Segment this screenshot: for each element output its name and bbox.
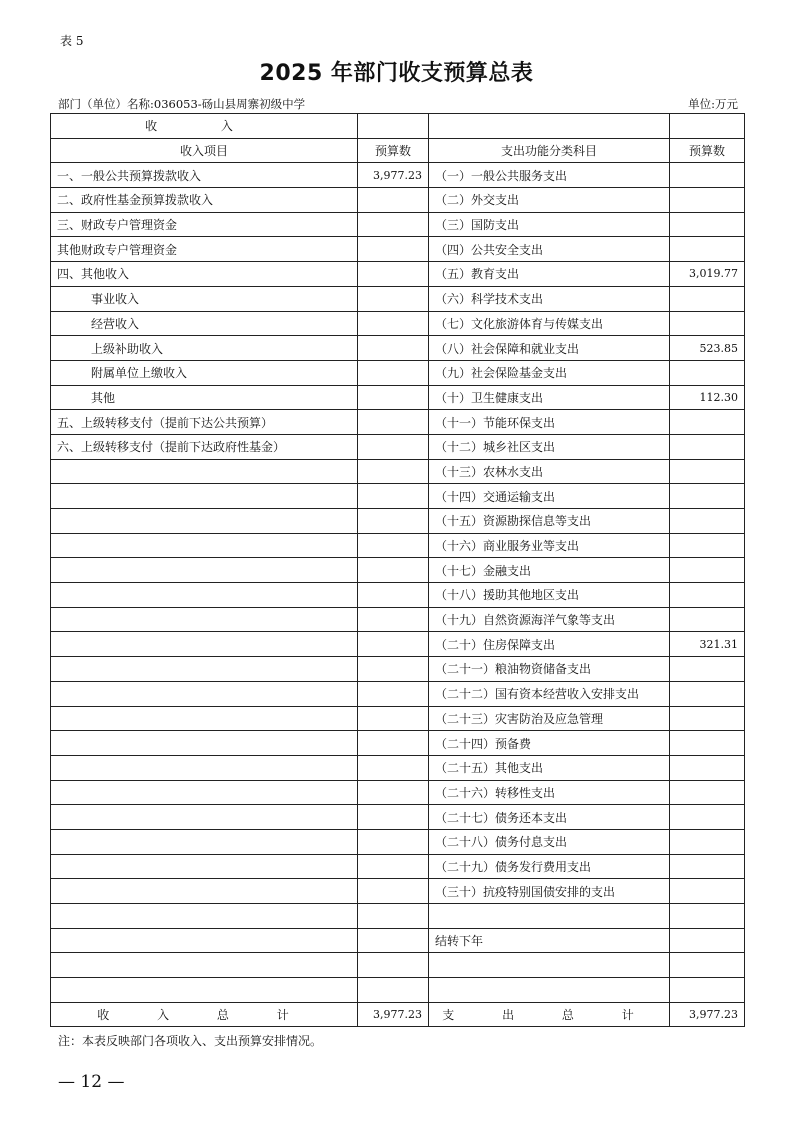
expense-item-cell: （二十一）粮油物资储备支出 [429, 657, 670, 682]
income-amount-cell [358, 533, 429, 558]
table-row [51, 311, 745, 336]
income-amount-cell [358, 978, 429, 1003]
expense-amount-cell [670, 755, 745, 780]
income-amount-cell [358, 509, 429, 534]
table-row [51, 978, 745, 1003]
income-item-cell [51, 681, 358, 706]
table-row [51, 558, 745, 583]
expense-item-cell: （十四）交通运输支出 [429, 484, 670, 509]
expense-amount-cell [670, 607, 745, 632]
expense-amount-cell [670, 533, 745, 558]
income-amount-cell [358, 879, 429, 904]
expense-amount-cell [670, 163, 745, 188]
table-row [51, 434, 745, 459]
income-amount-cell [358, 805, 429, 830]
income-item-cell [51, 904, 358, 929]
income-item-cell [51, 928, 358, 953]
expense-amount-cell [670, 188, 745, 213]
income-item-cell [51, 558, 358, 583]
expense-item-cell: （三十）抗疫特别国债安排的支出 [429, 879, 670, 904]
income-item-cell [51, 632, 358, 657]
expense-item-cell: （十五）资源勘探信息等支出 [429, 509, 670, 534]
income-item-cell [51, 484, 358, 509]
table-row [51, 681, 745, 706]
page-title: 2025 年部门收支预算总表 [259, 61, 534, 86]
income-amount-cell [358, 854, 429, 879]
expense-item-cell: （十一）节能环保支出 [429, 410, 670, 435]
table-row [51, 360, 745, 385]
income-item-cell [51, 533, 358, 558]
income-item-cell [51, 509, 358, 534]
income-amount-cell [358, 928, 429, 953]
expense-item-cell [429, 978, 670, 1003]
table-row [51, 657, 745, 682]
expense-item-cell: （二十六）转移性支出 [429, 780, 670, 805]
unit-label: 单位:万元 [688, 97, 738, 111]
income-item-cell: 经营收入 [51, 311, 358, 336]
expense-item-cell: （二十五）其他支出 [429, 755, 670, 780]
income-group-header: 收 入 [51, 114, 358, 139]
expense-amount-cell [670, 904, 745, 929]
table-row [51, 829, 745, 854]
expense-item-cell: （十七）金融支出 [429, 558, 670, 583]
table-meta [58, 96, 738, 112]
expense-item-cell: （七）文化旅游体育与传媒支出 [429, 311, 670, 336]
expense-amount-cell [670, 706, 745, 731]
expense-item-cell: （二）外交支出 [429, 188, 670, 213]
income-amount-cell [358, 558, 429, 583]
header-row-group [51, 114, 745, 139]
table-row [51, 286, 745, 311]
income-item-cell: 五、上级转移支付（提前下达公共预算） [51, 410, 358, 435]
expense-amount-cell [670, 928, 745, 953]
expense-amount-cell [670, 459, 745, 484]
income-item-cell: 一、一般公共预算拨款收入 [51, 163, 358, 188]
expense-item-cell: （二十九）债务发行费用支出 [429, 854, 670, 879]
income-amount-cell [358, 706, 429, 731]
expense-amount-cell [670, 805, 745, 830]
table-row [51, 410, 745, 435]
income-total-value: 3,977.23 [358, 1002, 429, 1027]
footnote: 注：本表反映部门各项收入、支出预算安排情况。 [58, 1034, 323, 1048]
table-row [51, 607, 745, 632]
header-row [51, 138, 745, 163]
expense-amount-cell [670, 854, 745, 879]
income-item-cell: 三、财政专户管理资金 [51, 212, 358, 237]
income-amount-cell [358, 237, 429, 262]
expense-item-cell: （八）社会保障和就业支出 [429, 336, 670, 361]
expense-item-cell: （六）科学技术支出 [429, 286, 670, 311]
table-row [51, 904, 745, 929]
income-amount-cell [358, 286, 429, 311]
expense-amount-cell [670, 657, 745, 682]
table-row [51, 484, 745, 509]
income-item-cell [51, 978, 358, 1003]
income-item-cell: 四、其他收入 [51, 262, 358, 287]
expense-item-cell: （二十二）国有资本经营收入安排支出 [429, 681, 670, 706]
table-row [51, 336, 745, 361]
table-row [51, 879, 745, 904]
table-row [51, 706, 745, 731]
expense-amount-cell [670, 731, 745, 756]
expense-item-cell: （十六）商业服务业等支出 [429, 533, 670, 558]
expense-amount-cell [670, 212, 745, 237]
income-item-cell: 六、上级转移支付（提前下达政府性基金） [51, 434, 358, 459]
income-item-cell [51, 805, 358, 830]
income-amount-cell [358, 262, 429, 287]
income-item-cell [51, 953, 358, 978]
table-row [51, 237, 745, 262]
income-item-cell [51, 829, 358, 854]
expense-amount-cell [670, 780, 745, 805]
income-item-cell: 二、政府性基金预算拨款收入 [51, 188, 358, 213]
expense-amount-cell [670, 237, 745, 262]
income-amount-cell [358, 410, 429, 435]
table-row [51, 805, 745, 830]
table-row [51, 731, 745, 756]
expense-item-cell: （十三）农林水支出 [429, 459, 670, 484]
expense-amount-cell [670, 286, 745, 311]
expense-amount-cell: 523.85 [670, 336, 745, 361]
table-row [51, 459, 745, 484]
expense-item-cell: （二十）住房保障支出 [429, 632, 670, 657]
table-row [51, 854, 745, 879]
expense-amount-cell [670, 829, 745, 854]
table-row [51, 928, 745, 953]
dept-label: 部门（单位）名称:036053-砀山县周寨初级中学 [58, 97, 306, 111]
expense-total-value: 3,977.23 [670, 1002, 745, 1027]
expense-item-cell [429, 904, 670, 929]
income-amount-cell [358, 632, 429, 657]
table-row [51, 212, 745, 237]
expense-amount-cell [670, 410, 745, 435]
expense-amount-cell: 3,019.77 [670, 262, 745, 287]
expense-item-cell: （一）一般公共服务支出 [429, 163, 670, 188]
income-item-cell [51, 854, 358, 879]
expense-amount-cell [670, 681, 745, 706]
table-row [51, 632, 745, 657]
expense-amount-cell [670, 879, 745, 904]
expense-item-cell: 结转下年 [429, 928, 670, 953]
expense-item-cell: （二十三）灾害防治及应急管理 [429, 706, 670, 731]
income-item-cell: 事业收入 [51, 286, 358, 311]
income-amount-cell: 3,977.23 [358, 163, 429, 188]
expense-item-cell: （四）公共安全支出 [429, 237, 670, 262]
income-item-cell: 其他财政专户管理资金 [51, 237, 358, 262]
income-item-cell [51, 583, 358, 608]
budget-table [50, 113, 745, 1027]
table-tag: 表 5 [60, 34, 84, 48]
income-item-cell [51, 755, 358, 780]
income-amount-cell [358, 188, 429, 213]
expense-item-cell: （十）卫生健康支出 [429, 385, 670, 410]
expense-item-cell: （十八）援助其他地区支出 [429, 583, 670, 608]
expense-item-cell: （九）社会保险基金支出 [429, 360, 670, 385]
table-row [51, 385, 745, 410]
expense-amount-cell [670, 978, 745, 1003]
expense-item-cell: （二十八）债务付息支出 [429, 829, 670, 854]
page-number: — 12 — [58, 1072, 125, 1092]
income-item-cell [51, 459, 358, 484]
expense-total-label: 支 出 总 计 [429, 1002, 670, 1027]
income-amount-cell [358, 780, 429, 805]
income-item-cell [51, 706, 358, 731]
expense-amount-cell [670, 558, 745, 583]
income-item-cell: 附属单位上缴收入 [51, 360, 358, 385]
income-amount-cell [358, 731, 429, 756]
income-amount-cell [358, 385, 429, 410]
table-row [51, 509, 745, 534]
table-row [51, 755, 745, 780]
expense-item-cell: （三）国防支出 [429, 212, 670, 237]
income-amount-cell [358, 360, 429, 385]
expense-amount-cell [670, 583, 745, 608]
income-amount-cell [358, 336, 429, 361]
income-amount-cell [358, 434, 429, 459]
income-amount-cell [358, 212, 429, 237]
income-amount-cell [358, 829, 429, 854]
income-total-label: 收 入 总 计 [51, 1002, 358, 1027]
income-item-cell: 上级补助收入 [51, 336, 358, 361]
expense-amount-header: 预算数 [670, 138, 745, 163]
expense-item-cell: （五）教育支出 [429, 262, 670, 287]
income-amount-cell [358, 953, 429, 978]
expense-amount-cell [670, 360, 745, 385]
expense-amount-cell [670, 953, 745, 978]
table-row [51, 583, 745, 608]
table-row [51, 533, 745, 558]
income-item-cell: 其他 [51, 385, 358, 410]
income-amount-cell [358, 681, 429, 706]
table-row [51, 163, 745, 188]
income-amount-cell [358, 484, 429, 509]
income-amount-cell [358, 311, 429, 336]
table-row [51, 262, 745, 287]
income-amount-cell [358, 657, 429, 682]
income-item-cell [51, 780, 358, 805]
expense-item-cell: （十九）自然资源海洋气象等支出 [429, 607, 670, 632]
income-item-cell [51, 657, 358, 682]
income-amount-cell [358, 583, 429, 608]
expense-amount-cell [670, 434, 745, 459]
income-amount-cell [358, 904, 429, 929]
expense-item-cell [429, 953, 670, 978]
expense-amount-cell: 321.31 [670, 632, 745, 657]
expense-amount-cell: 112.30 [670, 385, 745, 410]
expense-amount-cell [670, 311, 745, 336]
expense-item-header: 支出功能分类科目 [429, 138, 670, 163]
table-row [51, 188, 745, 213]
income-item-cell [51, 731, 358, 756]
expense-item-cell: （二十四）预备费 [429, 731, 670, 756]
income-amount-cell [358, 459, 429, 484]
income-amount-cell [358, 607, 429, 632]
income-amount-header: 预算数 [358, 138, 429, 163]
expense-item-cell: （二十七）债务还本支出 [429, 805, 670, 830]
income-item-cell [51, 879, 358, 904]
expense-amount-cell [670, 484, 745, 509]
income-item-cell [51, 607, 358, 632]
table-row [51, 953, 745, 978]
table-row [51, 780, 745, 805]
income-amount-cell [358, 755, 429, 780]
expense-item-cell: （十二）城乡社区支出 [429, 434, 670, 459]
income-item-header: 收入项目 [51, 138, 358, 163]
expense-amount-cell [670, 509, 745, 534]
totals-row [51, 1002, 745, 1027]
